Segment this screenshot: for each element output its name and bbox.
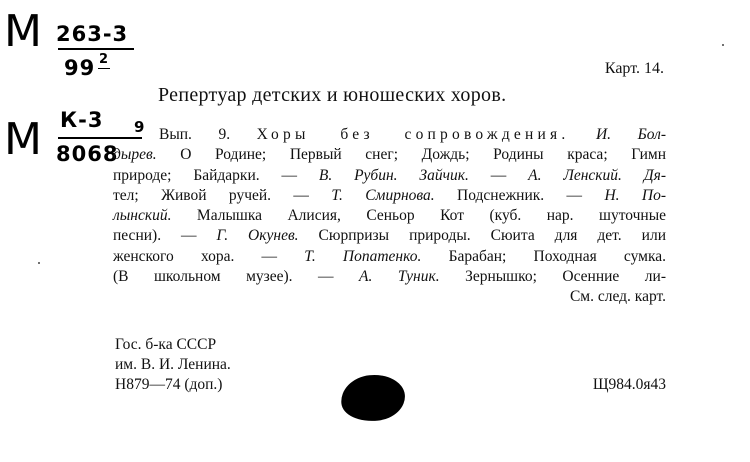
- card-footer: [115, 335, 231, 395]
- handwritten-fraction-bottom-denominator: 8068: [56, 142, 119, 166]
- body-line-4: тел; Живой ручей. — Т. Смирнова. Подснежник. — Н. По-: [113, 186, 666, 204]
- card-title: Репертуар детских и юношеских хоров.: [158, 84, 507, 106]
- footer-library: Гос. б-ка СССР: [115, 336, 217, 353]
- body-line-9-continuation: См. след. карт.: [569, 288, 666, 306]
- scan-speck: [722, 44, 724, 46]
- card-body: [113, 125, 666, 308]
- body-line-3: природе; Байдарки. — В. Рубин. Зайчик. — А. Ленский. Дя-: [113, 166, 667, 184]
- card-number: Карт. 14.: [604, 60, 664, 77]
- handwritten-letter-bottom: М: [4, 114, 43, 165]
- scan-speck: [38, 262, 40, 264]
- handwritten-fraction-top-superscript: 2: [99, 52, 110, 67]
- handwritten-fraction-bottom-superscript: 9: [134, 118, 146, 136]
- ink-stamp: [339, 372, 407, 424]
- handwritten-fraction-top-denominator: 99: [64, 56, 96, 80]
- footer-library-name: им. В. И. Ленина.: [115, 356, 231, 373]
- body-line-2: дырев. О Родине; Первый снег; Дождь; Родины краса; Гимн: [113, 146, 667, 164]
- superscript-underline-top: [98, 68, 110, 69]
- handwritten-fraction-top-numerator: 263-3: [56, 22, 129, 46]
- body-line-5: лынский. Малышка Алисия, Сеньор Кот (куб. нар. шуточные: [113, 207, 666, 225]
- fraction-line-top: [58, 48, 134, 50]
- classification-code: Щ984.0я43: [592, 376, 666, 393]
- footer-order-number: Н879—74 (доп.): [115, 376, 223, 393]
- body-line-7: женского хора. — Т. Попатенко. Барабан; Походная сумка.: [113, 247, 666, 265]
- handwritten-letter-top: М: [4, 6, 43, 57]
- body-line-1: Вып. 9. Хоры без сопровождения. И. Бол-: [159, 126, 666, 143]
- handwritten-fraction-bottom-numerator: К-3: [60, 108, 104, 132]
- body-line-6: песни). — Г. Окунев. Сюрпризы природы. Сюита для дет. или: [113, 227, 666, 245]
- body-line-8: (В школьном музее). — А. Туник. Зернышко; Осенние ли-: [113, 268, 666, 286]
